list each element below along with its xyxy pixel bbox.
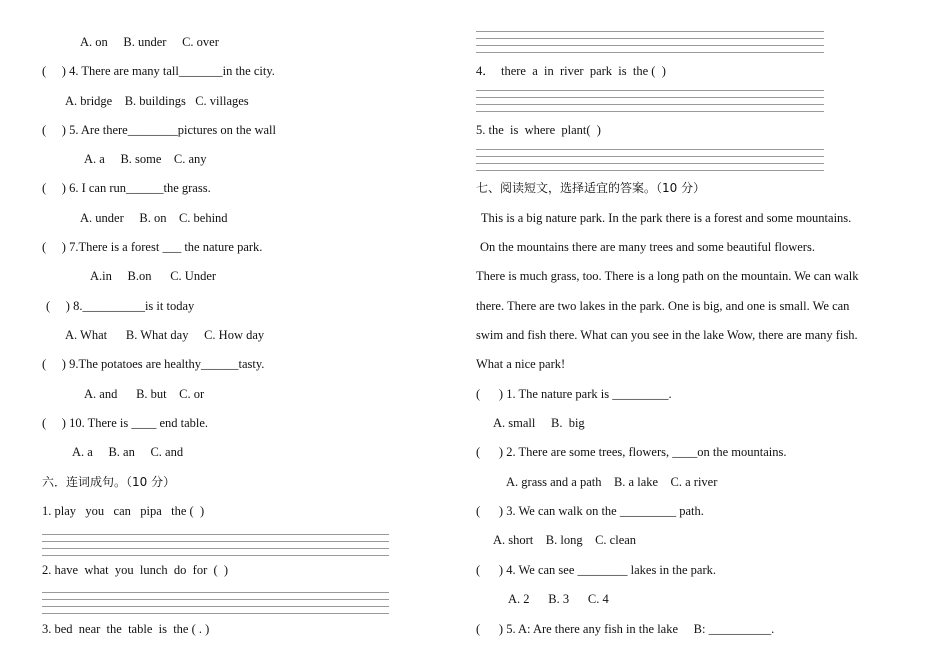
question-7: ( ) 7.There is a forest ___ the nature park. <box>42 240 263 254</box>
answer-line <box>476 38 824 39</box>
sentence-4: 4． there a in river park is the ( ) <box>476 64 666 78</box>
answer-line <box>42 541 389 542</box>
question-10: ( ) 10. There is ____ end table. <box>42 416 209 430</box>
question-6: ( ) 6. I can run______the grass. <box>42 181 211 195</box>
sentence-5: 5. the is where plant( ) <box>476 123 601 137</box>
q3-options: A. on B. under C. over <box>80 35 219 49</box>
q4-options: A. bridge B. buildings C. villages <box>65 94 249 108</box>
reading-question-4: ( ) 4. We can see ________ lakes in the park. <box>476 563 717 577</box>
answer-line <box>476 90 824 91</box>
section-7-title: 七、阅读短文，选择适宜的答案。（10 分） <box>476 181 706 195</box>
reading-question-5: ( ) 5. A: Are there any fish in the lake B: __________. <box>476 622 775 636</box>
q6-options: A. under B. on C. behind <box>80 211 228 225</box>
q5-options: A. a B. some C. any <box>84 152 207 166</box>
q10-options: A. a B. an C. and <box>72 445 184 459</box>
passage-line: swim and fish there. What can you see in the lake Wow, there are many fish. <box>476 328 858 342</box>
answer-line <box>476 45 824 46</box>
sentence-2: 2. have what you lunch do for ( ) <box>42 563 229 577</box>
r2-options: A. grass and a path B. a lake C. a river <box>506 475 718 489</box>
sentence-1: 1. play you can pipa the ( ) <box>42 504 205 518</box>
answer-line <box>476 52 824 53</box>
answer-line <box>42 606 389 607</box>
answer-line <box>42 613 389 614</box>
passage-line: There is much grass, too. There is a long path on the mountain. We can walk <box>476 269 859 283</box>
passage-line: there. There are two lakes in the park. One is big, and one is small. We can <box>476 299 850 313</box>
answer-line <box>476 156 824 157</box>
answer-line <box>42 592 389 593</box>
question-8: ( ) 8.__________is it today <box>46 299 195 313</box>
answer-line <box>42 599 389 600</box>
answer-line <box>476 104 824 105</box>
answer-line <box>476 149 824 150</box>
r1-options: A. small B. big <box>493 416 585 430</box>
question-5: ( ) 5. Are there________pictures on the wall <box>42 123 276 137</box>
answer-line <box>476 97 824 98</box>
r4-options: A. 2 B. 3 C. 4 <box>508 592 609 606</box>
q7-options: A.in B.on C. Under <box>90 269 217 283</box>
passage-line: This is a big nature park. In the park there is a forest and some mountains. <box>478 211 852 225</box>
reading-question-1: ( ) 1. The nature park is _________. <box>476 387 672 401</box>
question-9: ( ) 9.The potatoes are healthy______tasty. <box>42 357 265 371</box>
passage-line: What a nice park! <box>476 357 566 371</box>
answer-line <box>476 31 824 32</box>
r3-options: A. short B. long C. clean <box>493 533 637 547</box>
q8-options: A. What B. What day C. How day <box>65 328 265 342</box>
section-6-title: 六．连词成句。（10 分） <box>42 475 176 489</box>
answer-line <box>476 111 824 112</box>
answer-line <box>42 534 389 535</box>
reading-question-3: ( ) 3. We can walk on the _________ path. <box>476 504 704 518</box>
answer-line <box>42 548 389 549</box>
sentence-3: 3. bed near the table is the ( . ) <box>42 622 210 636</box>
answer-line <box>476 163 824 164</box>
q9-options: A. and B. but C. or <box>84 387 205 401</box>
reading-question-2: ( ) 2. There are some trees, flowers, ____on the mountains. <box>476 445 787 459</box>
passage-line: On the mountains there are many trees and some beautiful flowers. <box>480 240 815 254</box>
question-4: ( ) 4. There are many tall_______in the city. <box>42 64 275 78</box>
answer-line <box>42 555 389 556</box>
answer-line <box>476 170 824 171</box>
